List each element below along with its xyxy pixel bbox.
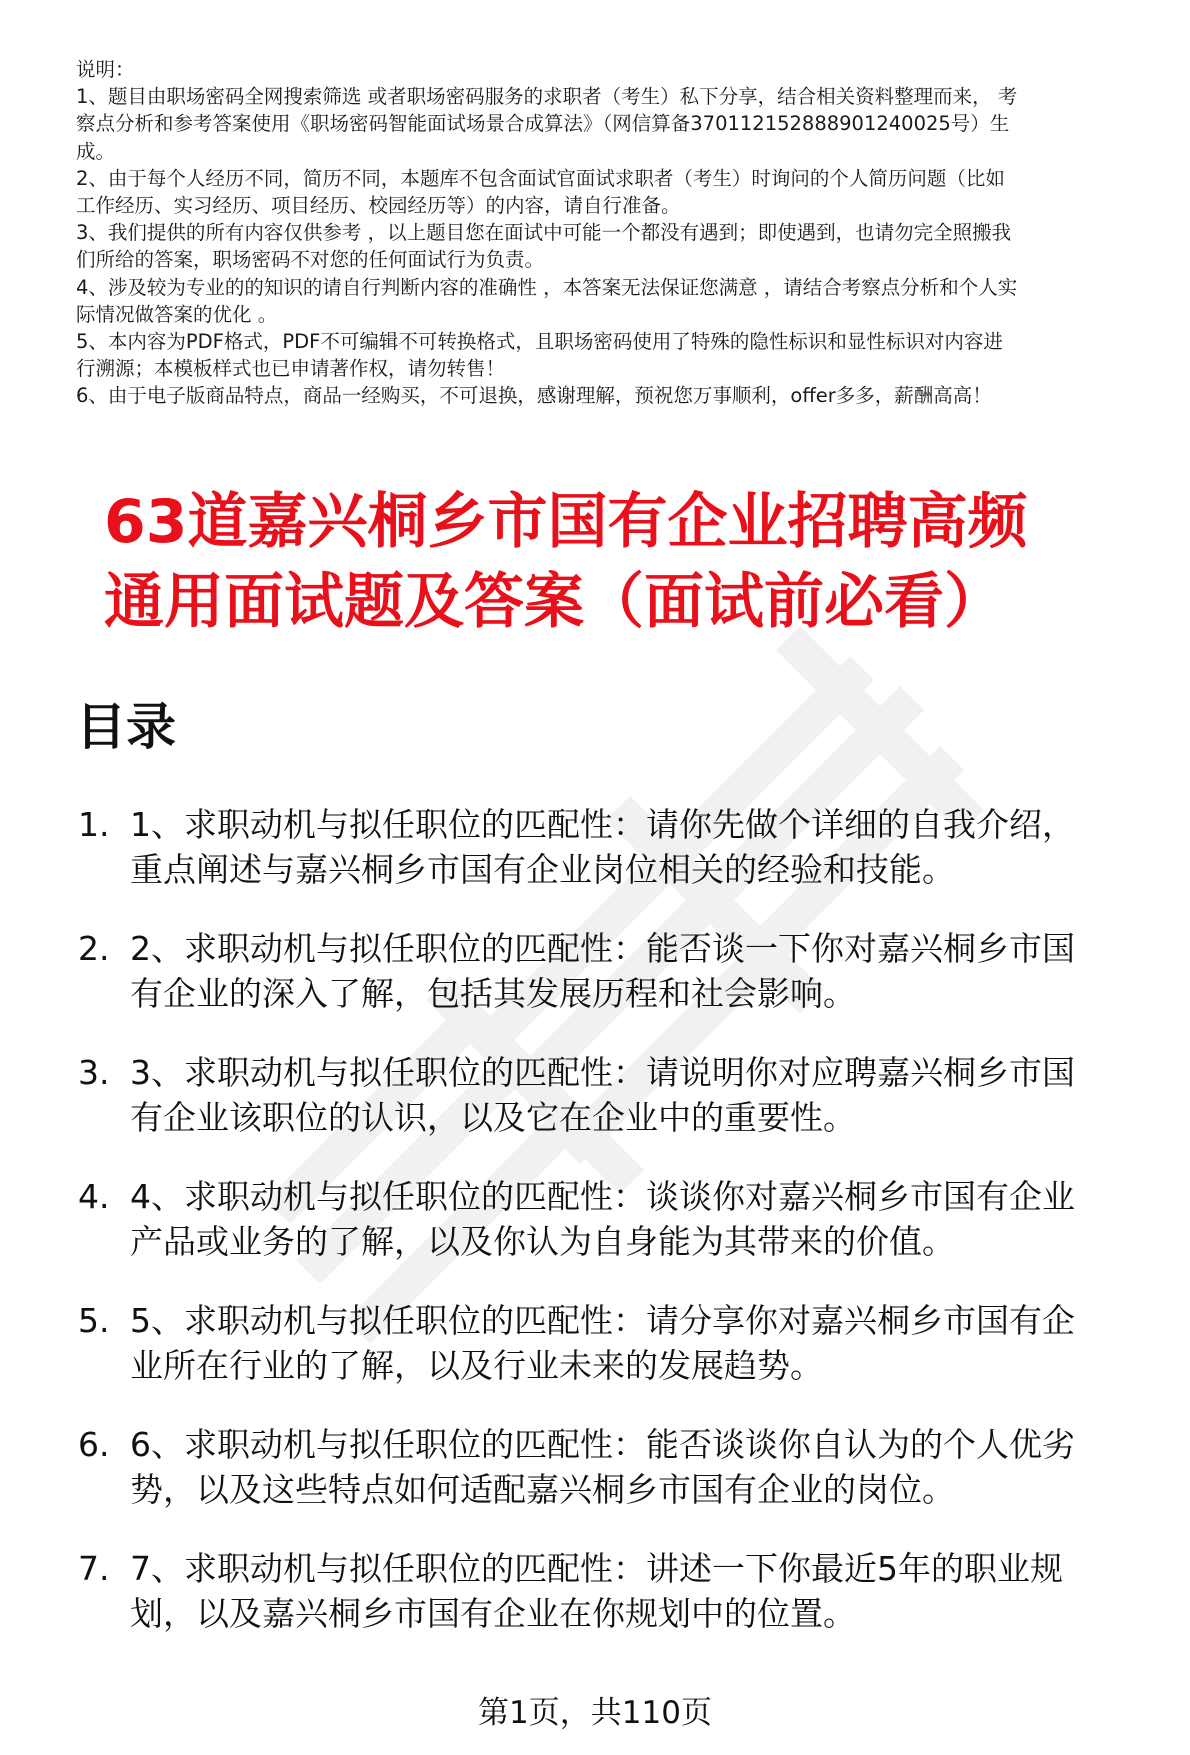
notes-line: 3、我们提供的所有内容仅供参考 ，以上题目您在面试中可能一个都没有遇到；即使遇到，也请勿完全照搬我 — [76, 221, 1012, 245]
toc-item-number: 5. — [78, 1301, 110, 1340]
notes-line: 2、由于每个人经历不同，简历不同，本题库不包含面试官面试求职者（考生）时询问的个人简历问题（比如 — [76, 166, 1005, 190]
toc-item-number: 3. — [78, 1053, 110, 1092]
page-footer: 第1页，共110页 — [478, 1695, 712, 1731]
toc-item-line: 势，以及这些特点如何适配嘉兴桐乡市国有企业的岗位。 — [130, 1470, 955, 1509]
toc-item-number: 6. — [78, 1425, 110, 1464]
toc-item-line: 业所在行业的了解，以及行业未来的发展趋势。 — [130, 1346, 823, 1385]
notes-line: 6、由于电子版商品特点，商品一经购买，不可退换，感谢理解，预祝您万事顺利，offer多多，薪酬高高！ — [76, 384, 992, 408]
notes-line: 4、涉及较为专业的的知识的请自行判断内容的准确性 ，本答案无法保证您满意 ，请结合考察点分析和个人实 — [76, 275, 1018, 299]
toc-item-text — [130, 802, 1170, 892]
toc-item-line: 重点阐述与嘉兴桐乡市国有企业岗位相关的经验和技能。 — [130, 850, 955, 889]
toc-item[interactable] — [76, 802, 1176, 926]
toc-item-text — [130, 1298, 1170, 1388]
toc-item-line: 有企业的深入了解，包括其发展历程和社会影响。 — [130, 974, 856, 1013]
toc-item[interactable] — [76, 1298, 1176, 1422]
disclaimer-notes — [76, 56, 1166, 410]
notes-line: 1、题目由职场密码全网搜索筛选 或者职场密码服务的求职者（考生）私下分享，结合相关资料整理而来， 考 — [76, 85, 1018, 109]
toc-item-line: 有企业该职位的认识，以及它在企业中的重要性。 — [130, 1098, 856, 1137]
notes-heading: 说明： — [76, 58, 135, 81]
toc-item-line: 产品或业务的了解，以及你认为自身能为其带来的价值。 — [130, 1222, 955, 1261]
toc-item-text — [130, 1174, 1170, 1264]
toc-item-line: 4、求职动机与拟任职位的匹配性：谈谈你对嘉兴桐乡市国有企业 — [130, 1177, 1075, 1216]
toc-item-number: 1. — [78, 805, 110, 844]
toc-item-line: 5、求职动机与拟任职位的匹配性：请分享你对嘉兴桐乡市国有企 — [130, 1301, 1075, 1340]
document-title — [104, 482, 1164, 642]
toc-item[interactable] — [76, 1546, 1176, 1670]
toc-item-text — [130, 1422, 1170, 1512]
toc-item-line: 划，以及嘉兴桐乡市国有企业在你规划中的位置。 — [130, 1594, 856, 1633]
toc-item-number: 2. — [78, 929, 110, 968]
document-title-line: 63道嘉兴桐乡市国有企业招聘高频 — [104, 487, 1028, 557]
toc-item-line: 1、求职动机与拟任职位的匹配性：请你先做个详细的自我介绍， — [130, 805, 1075, 844]
toc-list — [76, 802, 1176, 1670]
toc-item[interactable] — [76, 1422, 1176, 1546]
toc-item-line: 6、求职动机与拟任职位的匹配性：能否谈谈你自认为的个人优劣 — [130, 1425, 1075, 1464]
notes-line: 行溯源；本模板样式也已申请著作权，请勿转售！ — [76, 357, 506, 381]
toc-item[interactable] — [76, 1050, 1176, 1174]
toc-item-text — [130, 926, 1170, 1016]
notes-line: 们所给的答案，职场密码不对您的任何面试行为负责。 — [76, 248, 545, 272]
toc-item[interactable] — [76, 926, 1176, 1050]
toc-item-number: 7. — [78, 1549, 110, 1588]
notes-line: 工作经历、实习经历、项目经历、校园经历等）的内容，请自行准备。 — [76, 194, 681, 218]
notes-line: 察点分析和参考答案使用《职场密码智能面试场景合成算法》（网信算备370112152888901240025号）生 — [76, 112, 1010, 136]
toc-item-line: 3、求职动机与拟任职位的匹配性：请说明你对应聘嘉兴桐乡市国 — [130, 1053, 1075, 1092]
document-title-line: 通用面试题及答案（面试前必看） — [104, 567, 1004, 637]
toc-heading: 目录 — [76, 698, 176, 756]
toc-item-text — [130, 1546, 1170, 1636]
notes-line: 5、本内容为PDF格式，PDF不可编辑不可转换格式，且职场密码使用了特殊的隐性标识和显性标识对内容进 — [76, 330, 1003, 354]
toc-item-text — [130, 1050, 1170, 1140]
toc-item-line: 2、求职动机与拟任职位的匹配性：能否谈一下你对嘉兴桐乡市国 — [130, 929, 1075, 968]
notes-line: 际情况做答案的优化 。 — [76, 302, 278, 326]
notes-line: 成。 — [76, 139, 116, 163]
toc-item[interactable] — [76, 1174, 1176, 1298]
toc-item-number: 4. — [78, 1177, 110, 1216]
toc-item-line: 7、求职动机与拟任职位的匹配性：讲述一下你最近5年的职业规 — [130, 1549, 1063, 1588]
